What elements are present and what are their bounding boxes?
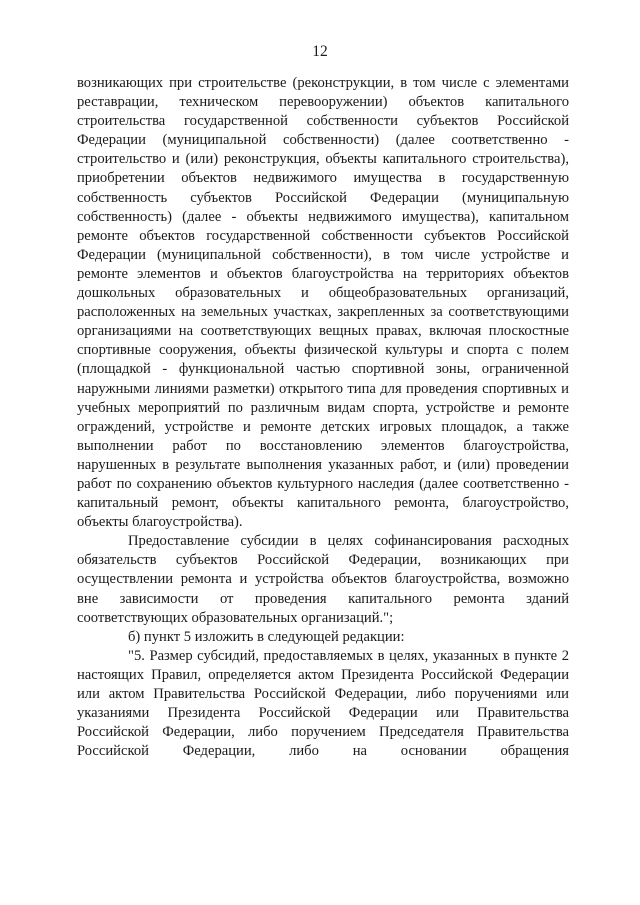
page-number: 12 <box>312 43 328 60</box>
paragraph-point-5: "5. Размер субсидий, предоставляемых в целях, указанных в пункте 2 настоящих Правил, определяется актом Президента Российской Федерации или актом Правительства Российской Федерации, либо поручениями или указаниями Президента Российской Федерации или Правительства Российской Федерации, либо поручением Председателя Правительства Российской Федерации, либо на основании обращения <box>77 647 569 760</box>
paragraph-subsidy-provision: Предоставление субсидии в целях софинансирования расходных обязательств субъектов Российской Федерации, возникающих при осуществлении ремонта и устройства объектов благоустройства, возможно вне зависимости от проведения капитального ремонта зданий соответствующих образовательных организаций."; <box>77 533 569 626</box>
paragraph-amendment-b: б) пункт 5 изложить в следующей редакции: <box>128 628 405 645</box>
document-body <box>77 74 569 761</box>
paragraph-continuation: возникающих при строительстве (реконструкции, в том числе с элементами реставрации, техническом перевооружении) объектов капитального строительства государственной собственности субъектов Российской Федерации (муниципальной собственности) (далее соответственно - строительство и (или) реконструкция, объекты капитального строительства), приобретении объектов недвижимого имущества в государственную собственность субъектов Российской Федерации (муниципальную собственность) (далее - объекты недвижимого имущества), капитальном ремонте объектов государственной собственности субъектов Российской Федерации (муниципальной собственности), в том числе устройстве и ремонте элементов и объектов благоустройства на территориях объектов дошкольных образовательных и общеобразовательных организаций, расположенных на земельных участках, закрепленных за соответствующими организациями на соответствующих вещных правах, включая плоскостные спортивные сооружения, объекты физической культуры и спорта с полем (площадкой - функциональной частью спортивной зоны, ограниченной наружными линиями разметки) открытого типа для проведения спортивных и учебных мероприятий по различным видам спорта, устройстве и ремонте ограждений, устройстве и ремонте детских игровых площадок, а также выполнении работ по восстановлению элементов благоустройства, нарушенных в результате выполнения указанных работ, и (или) проведении работ по сохранению объектов культурного наследия (далее соответственно - капитальный ремонт, объекты капитального ремонта, благоустройство, объекты благоустройства). <box>77 75 569 531</box>
